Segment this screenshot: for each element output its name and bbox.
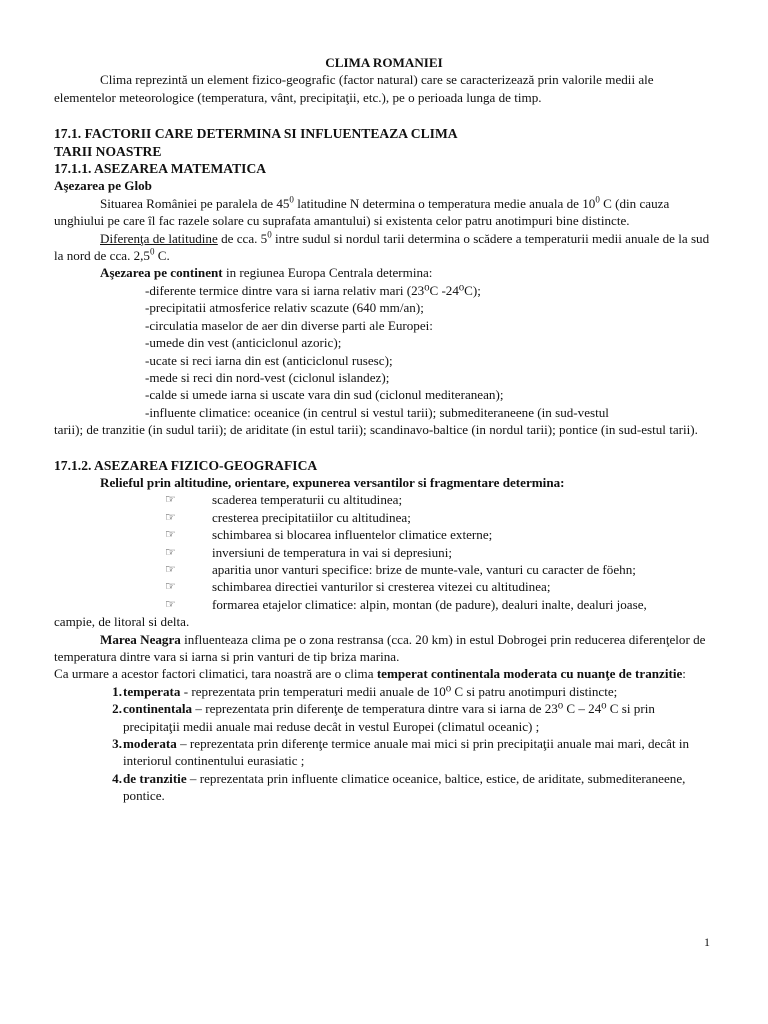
relief-item-text: cresterea precipitatiilor cu altitudinea;: [212, 509, 411, 525]
section-171: [54, 125, 714, 438]
climate-type-text: continentala – reprezentata prin diferenţe de temperatura dintre vara si iarna de 23⁰ C – 24⁰ C si prin precipitaţii medii anuale mai reduse decât in vestul Europei (climatul oceanic) ;: [123, 701, 655, 734]
heading-17-1-2: 17.1.2. ASEZAREA FIZICO-GEOGRAFICA: [54, 457, 318, 473]
relief-item-text: schimbarea directiei vanturilor si cresterea vitezei cu altitudinea;: [212, 579, 551, 595]
glob-paragraph-1: Situarea României pe paralela de $45^0$ latitudine N determina o temperatura medie anuala de $10^0$ C (din cauza unghiului pe care îl fac razele solare cu suprafata amantului) si existenta celor patru anotimpuri bine distincte.: [54, 194, 670, 229]
heading-17-1-cont: TARII NOASTRE: [54, 143, 162, 159]
continent-paragraph: Aşezarea pe continent in regiunea Europa Centrala determina:: [100, 265, 433, 281]
marea-paragraph: Marea Neagra influenteaza clima pe o zona restransa (cca. 20 km) in estul Dobrogei prin reducerea diferenţelor de temperatura dintre vara si iarna si prin vanturi de tip briza marina.: [54, 631, 706, 664]
page-title: CLIMA ROMANIEI: [325, 55, 443, 70]
climate-type-item: [54, 700, 714, 735]
climate-type-item: [54, 683, 714, 700]
document-page: [54, 54, 714, 805]
intro-paragraph: Clima reprezintă un element fizico-geografic (factor natural) care se caracterizează prin valorile medii ale elementelor meteorologice (temperatura, vânt, precipitaţii, etc.), pe o perioada lunga de timp.: [54, 72, 654, 105]
continent-list: [54, 282, 714, 421]
pointing-hand-icon: ☞: [165, 561, 176, 576]
item-number: 4.: [112, 770, 122, 786]
conclusion-paragraph: Ca urmare a acestor factori climatici, tara noastră are o clima temperat continentala moderata cu nuanţe de tranzitie:: [54, 666, 686, 682]
relief-item: [54, 596, 714, 613]
heading-17-1-1: 17.1.1. ASEZAREA MATEMATICA: [54, 161, 267, 177]
continent-item: -umede din vest (anticiclonul azoric);: [145, 335, 342, 351]
continent-item: -ucate si reci iarna din est (anticiclonul rusesc);: [145, 352, 393, 368]
pointing-hand-icon: ☞: [165, 509, 176, 524]
relief-item: [54, 544, 714, 561]
climate-type-text: de tranzitie – reprezentata prin influente climatice oceanice, baltice, estice, de ariditate, submediteraneene, pontice.: [123, 770, 686, 804]
pointing-hand-icon: ☞: [165, 527, 176, 542]
climate-types-list: [54, 683, 714, 805]
continent-item: -mede si reci din nord-vest (ciclonul islandez);: [145, 369, 390, 385]
relief-tail: campie, de litoral si delta.: [54, 614, 190, 630]
relief-item: [54, 491, 714, 508]
relief-item: [54, 526, 714, 543]
relief-item-text: schimbarea si blocarea influentelor climatice externe;: [212, 527, 493, 543]
continent-item: -influente climatice: oceanice (in centrul si vestul tarii); submediteraneene (in sud-vestul: [145, 404, 609, 420]
continent-item: -precipitatii atmosferice relativ scazute (640 mm/an);: [145, 300, 424, 316]
relief-item-text: formarea etajelor climatice: alpin, montan (de padure), dealuri inalte, dealuri joase,: [212, 596, 647, 612]
pointing-hand-icon: ☞: [165, 579, 176, 594]
relief-item: [54, 561, 714, 578]
pointing-hand-icon: ☞: [165, 596, 176, 611]
glob-paragraph-2: Diferenţa de latitudine de cca. $5^0$ intre sudul si nordul tarii determina o scădere a temperaturii medii anuale de la sud la nord de cca. $2,5^0$ C.: [54, 229, 710, 264]
climate-type-text: moderata – reprezentata prin diferenţe termice anuale mai mici si prin precipitaţii anuale mai mari, decât in interiorul continentului eurasiatic ;: [123, 736, 690, 769]
relief-item-text: aparitia unor vanturi specifice: brize de munte-vale, vanturi cu caracter de föehn;: [212, 561, 636, 577]
continent-item: -calde si umede iarna si uscate vara din sud (ciclonul mediteranean);: [145, 387, 504, 403]
continent-item: -diferente termice dintre vara si iarna relativ mari (23⁰C -24⁰C);: [145, 282, 481, 298]
continent-tail: tarii); de tranzitie (in sudul tarii); de ariditate (in estul tarii); scandinavo-baltice (in nordul tarii); pontice (in sud-estul tarii).: [54, 422, 698, 438]
item-number: 3.: [112, 736, 122, 752]
heading-17-1: 17.1. FACTORII CARE DETERMINA SI INFLUENTEAZA CLIMA: [54, 126, 458, 142]
relief-heading: Relieful prin altitudine, orientare, expunerea versantilor si fragmentare determina:: [100, 474, 565, 490]
relief-item: [54, 509, 714, 526]
item-number: 1.: [112, 683, 122, 699]
climate-type-item: [54, 770, 714, 805]
page-number: 1: [704, 935, 710, 949]
section-1712: [54, 457, 714, 805]
relief-item: [54, 578, 714, 595]
glob-heading: Aşezarea pe Glob: [54, 178, 152, 194]
relief-item-text: scaderea temperaturii cu altitudinea;: [212, 492, 403, 508]
pointing-hand-icon: ☞: [165, 492, 176, 507]
relief-item-text: inversiuni de temperatura in vai si depresiuni;: [212, 544, 452, 560]
item-number: 2.: [112, 701, 122, 717]
relief-list: [54, 491, 714, 613]
continent-item: -circulatia maselor de aer din diverse parti ale Europei:: [145, 317, 433, 333]
climate-type-text: temperata - reprezentata prin temperaturi medii anuale de 10⁰ C si patru anotimpuri distincte;: [123, 683, 618, 699]
pointing-hand-icon: ☞: [165, 544, 176, 559]
climate-type-item: [54, 735, 714, 770]
